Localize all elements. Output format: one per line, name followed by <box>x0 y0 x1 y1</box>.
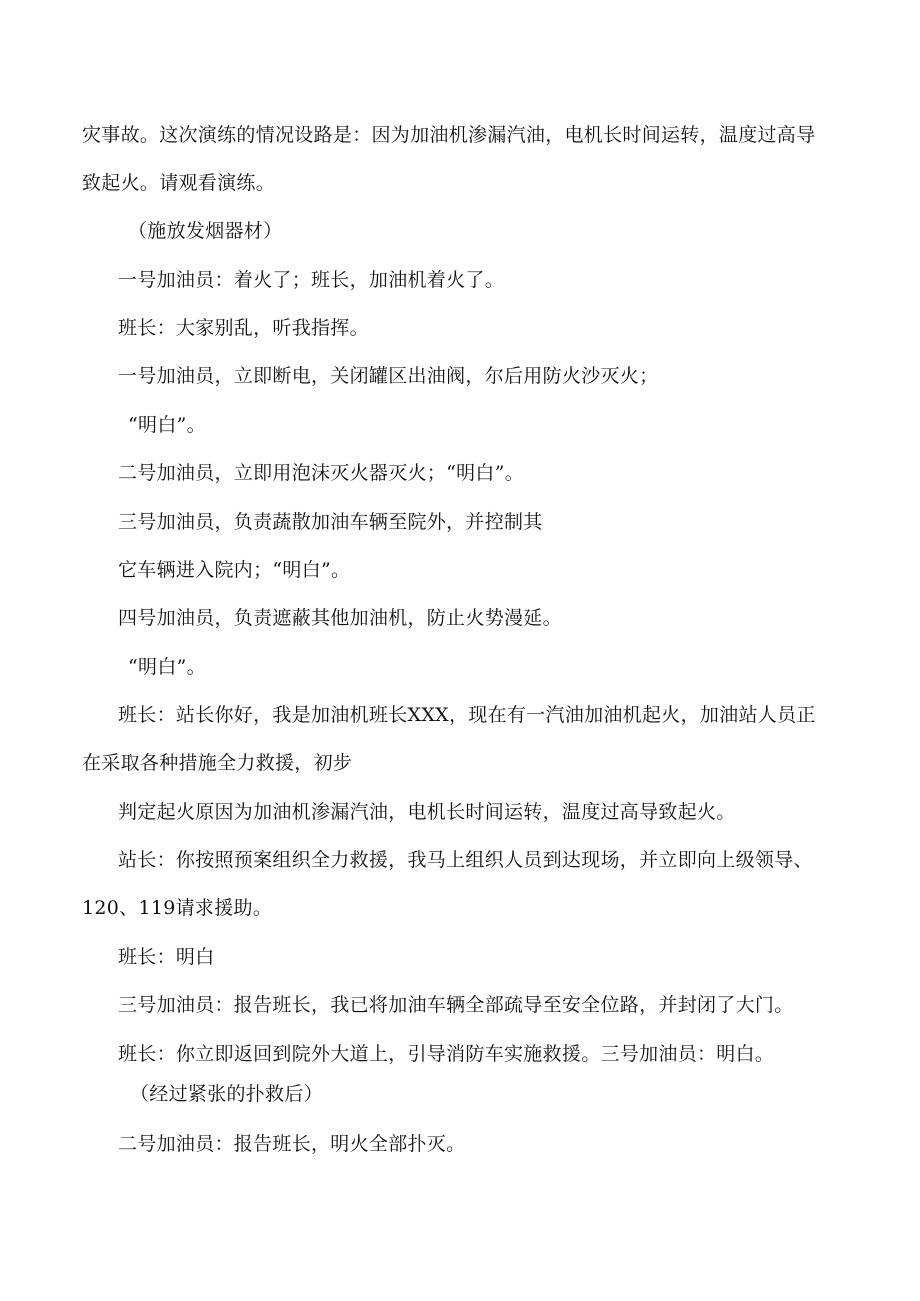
text-line-7: “明白”。 <box>128 414 206 436</box>
text-line-16: 站长：你按照预案组织全力救援，我马上组织人员到达现场，并立即向上级领导、 <box>118 849 813 871</box>
text-line-18: 班长：明白 <box>118 946 215 968</box>
text-line-8: 二号加油员，立即用泡沫灭火器灭火；“明白”。 <box>118 462 525 484</box>
text-line-20: 班长：你立即返回到院外大道上，引导消防车实施救援。三号加油员：明白。 <box>118 1043 775 1065</box>
text-line-13: 班长：站长你好，我是加油机班长XXX，现在有一汽油加油机起火，加油站人员正 <box>118 704 816 726</box>
text-line-21: （经过紧张的扑救后） <box>130 1083 324 1105</box>
text-line-14: 在采取各种措施全力救援，初步 <box>82 752 353 774</box>
text-line-1: 灾事故。这次演练的情况设路是：因为加油机渗漏汽油，电机长时间运转，温度过高导 <box>82 124 816 146</box>
text-line-15: 判定起火原因为加油机渗漏汽油，电机长时间运转，温度过高导致起火。 <box>118 801 736 823</box>
text-line-6: 一号加油员，立即断电，关闭罐区出油阀，尔后用防火沙灭火； <box>118 365 659 387</box>
text-line-22: 二号加油员：报告班长，明火全部扑灭。 <box>118 1133 466 1155</box>
text-line-10: 它车辆进入院内；“明白”。 <box>118 559 351 581</box>
text-line-19: 三号加油员：报告班长，我已将加油车辆全部疏导至安全位路，并封闭了大门。 <box>118 994 794 1016</box>
text-line-4: 一号加油员：着火了；班长，加油机着火了。 <box>118 269 505 291</box>
text-line-5: 班长：大家别乱，听我指挥。 <box>118 317 369 339</box>
text-line-12: “明白”。 <box>128 656 206 678</box>
text-line-11: 四号加油员，负责遮蔽其他加油机，防止火势漫延。 <box>118 607 562 629</box>
text-line-3: （施放发烟器材） <box>128 220 283 242</box>
text-line-9: 三号加油员，负责蔬散加油车辆至院外，并控制其 <box>118 511 543 533</box>
text-line-17: 120、119请求援助。 <box>82 897 273 919</box>
text-line-2: 致起火。请观看演练。 <box>82 172 276 194</box>
